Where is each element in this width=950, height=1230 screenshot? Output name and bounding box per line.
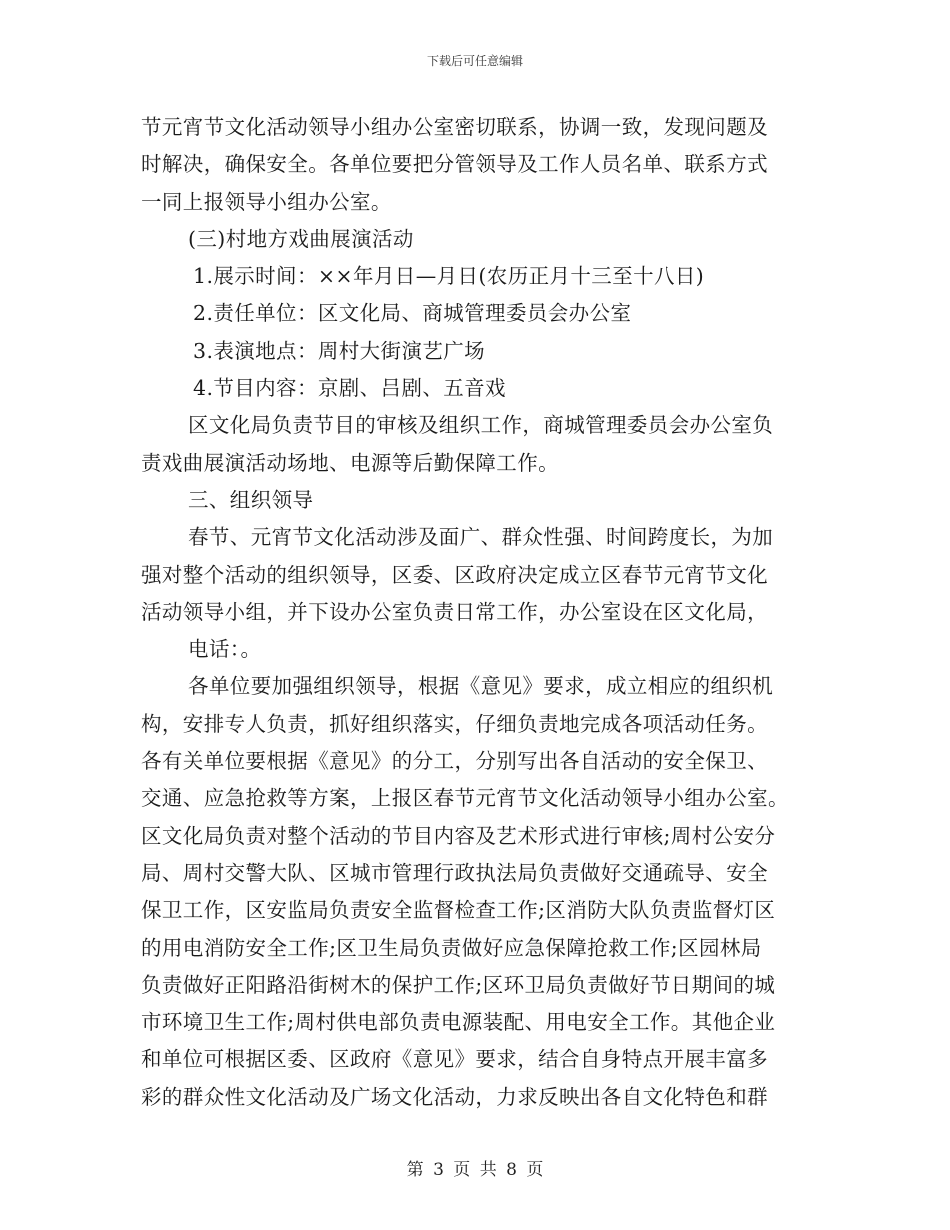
text-line: 区文化局负责对整个活动的节目内容及艺术形式进行审核;周村公安分 bbox=[141, 823, 776, 848]
text-line: 市环境卫生工作;周村供电部负责电源装配、用电安全工作。其他企业 bbox=[141, 1010, 776, 1035]
text-line: 构，安排专人负责，抓好组织落实，仔细负责地完成各项活动任务。 bbox=[141, 711, 768, 736]
text-line: 交通、应急抢救等方案，上报区春节元宵节文化活动领导小组办公室。 bbox=[141, 786, 789, 811]
text-line: 2.责任单位：区文化局、商城管理委员会办公室 bbox=[193, 301, 632, 326]
page-footer-number: 第 3 页 共 8 页 bbox=[406, 1160, 544, 1180]
text-line: 各有关单位要根据《意见》的分工，分别写出各自活动的安全保卫、 bbox=[141, 749, 768, 774]
text-line: 保卫工作，区安监局负责安全监督检查工作;区消防大队负责监督灯区 bbox=[141, 898, 776, 923]
document-body bbox=[141, 109, 811, 1116]
text-line: 三、组织领导 bbox=[188, 487, 314, 512]
text-line: 3.表演地点：周村大街演艺广场 bbox=[193, 338, 486, 363]
page-header-note: 下载后可任意编辑 bbox=[426, 54, 523, 68]
text-line: 春节、元宵节文化活动涉及面广、群众性强、时间跨度长，为加 bbox=[188, 525, 774, 550]
text-line: 责戏曲展演活动场地、电源等后勤保障工作。 bbox=[141, 450, 559, 475]
text-line: 节元宵节文化活动领导小组办公室密切联系，协调一致，发现问题及 bbox=[141, 115, 768, 139]
text-line: 局、周村交警大队、区城市管理行政执法局负责做好交通疏导、安全 bbox=[141, 860, 768, 885]
text-line: 一同上报领导小组办公室。 bbox=[141, 189, 392, 214]
text-line: (三)村地方戏曲展演活动 bbox=[188, 226, 414, 251]
text-line: 时解决，确保安全。各单位要把分管领导及工作人员名单、联系方式 bbox=[141, 152, 768, 177]
text-line: 负责做好正阳路沿街树木的保护工作;区环卫局负责做好节日期间的城 bbox=[141, 972, 776, 997]
text-line: 1.展示时间：××年月日—月日(农历正月十三至十八日) bbox=[193, 264, 705, 289]
text-line: 各单位要加强组织领导，根据《意见》要求，成立相应的组织机 bbox=[188, 674, 774, 699]
text-line: 彩的群众性文化活动及广场文化活动，力求反映出各自文化特色和群 bbox=[141, 1084, 768, 1109]
text-line: 区文化局负责节目的审核及组织工作，商城管理委员会办公室负 bbox=[188, 413, 774, 438]
text-line: 强对整个活动的组织领导，区委、区政府决定成立区春节元宵节文化 bbox=[141, 562, 768, 587]
text-line: 电话：。 bbox=[188, 637, 262, 662]
text-line: 和单位可根据区委、区政府《意见》要求，结合自身特点开展丰富多 bbox=[141, 1047, 768, 1072]
text-line: 4.节目内容：京剧、吕剧、五音戏 bbox=[193, 376, 506, 401]
text-line: 的用电消防安全工作;区卫生局负责做好应急保障抢救工作;区园林局 bbox=[141, 935, 762, 960]
text-line: 活动领导小组，并下设办公室负责日常工作，办公室设在区文化局， bbox=[141, 599, 768, 624]
